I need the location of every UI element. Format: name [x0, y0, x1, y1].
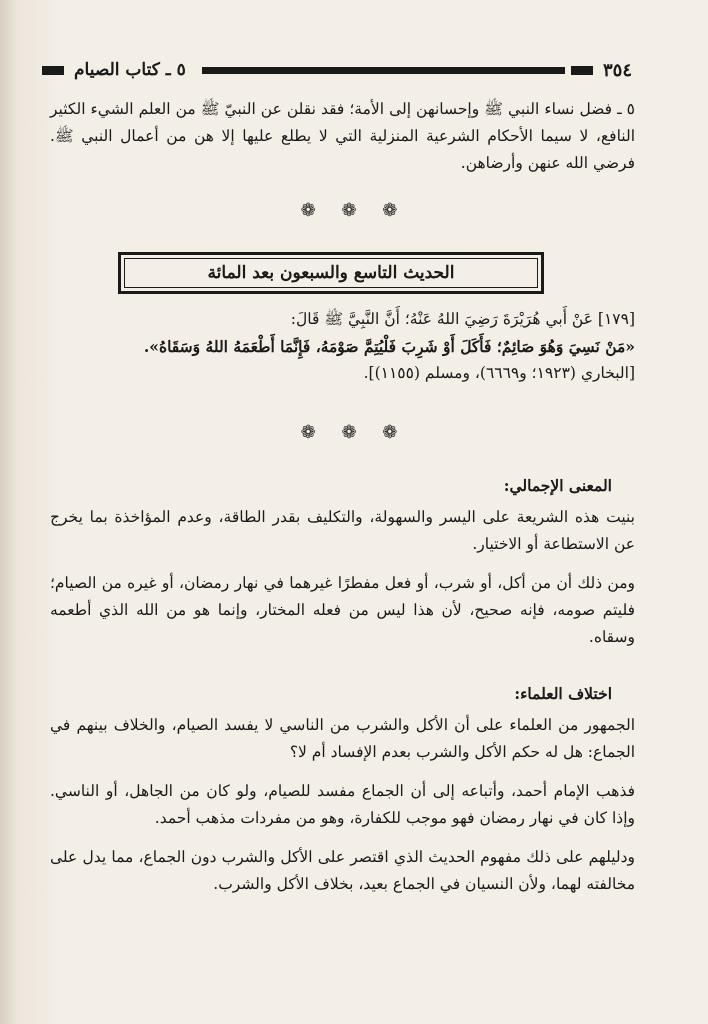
- scholars-paragraph-2: فذهب الإمام أحمد، وأتباعه إلى أن الجماع مفسد للصيام، ولو كان من الجاهل، أو الناسي. وإذا كان في نهار رمضان فهو موجب للكفارة، وهو من مفردات مذهب أحمد.: [50, 782, 635, 827]
- page-header: [42, 56, 632, 84]
- general-meaning-paragraph-2: ومن ذلك أن من أكل، أو شرب، أو فعل مفطرًا غيرهما في نهار رمضان، أو غيره من الصيام؛ فليتم صومه، فإنه صحيح، لأن هذا ليس من فعله المختار، وإنما هو من الله الذي أطعمه وسقاه.: [50, 574, 635, 646]
- hadith-text: «مَنْ نَسِيَ وَهُوَ صَائِمٌ؛ فَأَكَلَ أَوْ شَرِبَ فَلْيُتِمَّ صَوْمَهُ، فَإِنَّمَا أَطْعَمَهُ اللهُ وَسَقَاهُ».: [143, 337, 635, 356]
- separator-ornament: ❁ ❁ ❁: [300, 200, 408, 221]
- chapter-title: ٥ ـ كتاب الصيام: [74, 60, 186, 80]
- general-meaning-heading: المعنى الإجمالي:: [503, 476, 612, 495]
- scholars-heading: اختلاف العلماء:: [514, 684, 612, 703]
- header-rule-end: [42, 66, 64, 75]
- general-meaning-paragraph-1: بنيت هذه الشريعة على اليسر والسهولة، والتكليف بقدر الطاقة، وعدم المؤاخذة بما يخرج عن الاستطاعة أو الاختيار.: [50, 508, 635, 553]
- general-meaning-body: [50, 504, 635, 651]
- separator-ornament-2: ❁ ❁ ❁: [300, 422, 408, 443]
- hadith-block: [50, 306, 635, 387]
- scholars-body: [50, 712, 635, 898]
- page-number: ٣٥٤: [602, 59, 632, 81]
- hadith-title: الحديث التاسع والسبعون بعد المائة: [207, 263, 455, 283]
- hadith-title-box: [118, 252, 544, 294]
- header-rule: [202, 67, 565, 74]
- header-rule-short: [571, 66, 593, 75]
- scholars-paragraph-3: ودليلهم على ذلك مفهوم الحديث الذي اقتصر على الأكل والشرب دون الجماع، مما يدل على مخالفته لهما، ولأن النسيان في الجماع بعيد، بخلاف الأكل والشرب.: [50, 848, 635, 893]
- intro-paragraph: ٥ ـ فضل نساء النبي ﷺ وإحسانهن إلى الأمة؛ فقد نقلن عن النبيّ ﷺ من العلم الشيء الكثير النافع، لا سيما الأحكام الشرعية المنزلية التي لا يطلع عليها إلا هن من أعمال النبي ﷺ. فرضي الله عنهن وأرضاهن.: [50, 100, 635, 172]
- hadith-source: [البخاري (١٩٢٣؛ و٦٦٦٩)، ومسلم (١١٥٥)].: [363, 364, 635, 382]
- scholars-paragraph-1: الجمهور من العلماء على أن الأكل والشرب من الناسي لا يفسد الصيام، والخلاف بينهم في الجماع: هل له حكم الأكل والشرب بعدم الإفساد أم لا؟: [50, 716, 635, 761]
- intro-item: [50, 96, 635, 177]
- hadith-narration: [١٧٩] عَنْ أَبي هُرَيْرَةَ رَضِيَ اللهُ عَنْهُ؛ أَنَّ النَّبِيَّ ﷺ قَالَ:: [290, 310, 635, 328]
